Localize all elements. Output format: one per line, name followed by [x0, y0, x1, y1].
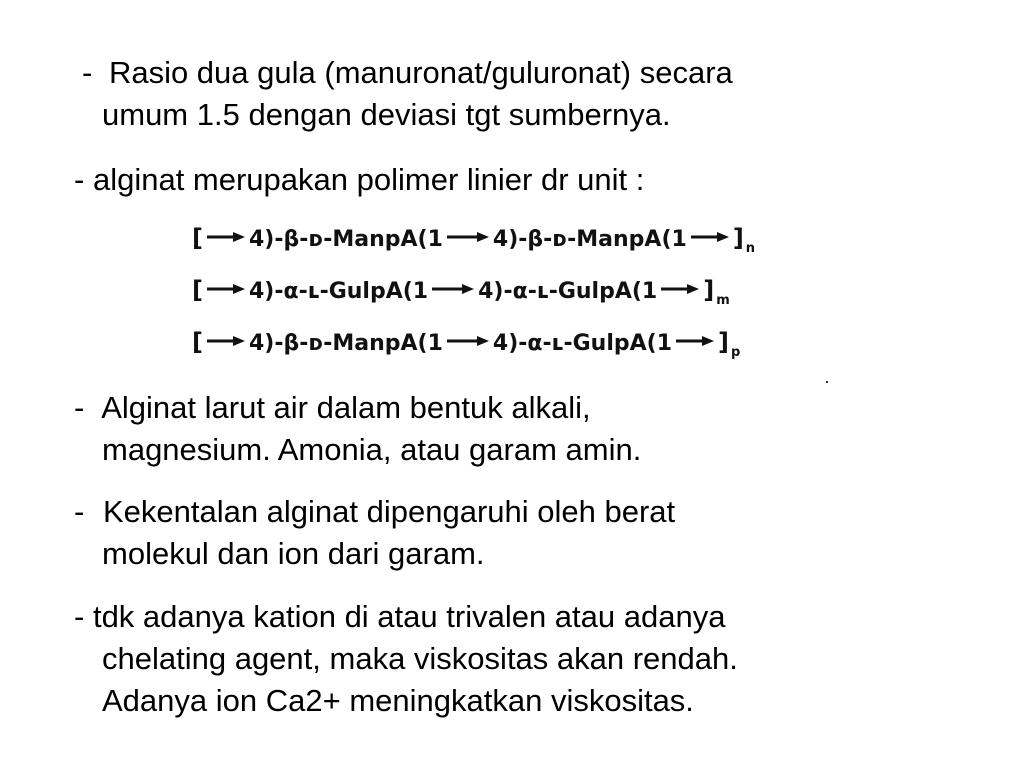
open-bracket: [ [192, 276, 203, 304]
open-bracket: [ [192, 224, 203, 252]
arrow-icon [445, 335, 491, 347]
bullet-dash: - [74, 494, 85, 529]
bullet-line: Kekentalan alginat dipengaruhi oleh berat [94, 494, 676, 529]
formula-unit: 4)-β-ᴅ-ManpA(1 [492, 227, 687, 252]
bullet-line: Rasio dua gula (manuronat/guluronat) secara [100, 55, 733, 90]
subscript: m [716, 293, 730, 308]
close-bracket: ] [703, 276, 715, 304]
bullet-cations [74, 596, 954, 722]
bullet-line: Alginat larut air dalam bentuk alkali, [94, 390, 591, 425]
bullet-ratio [74, 52, 954, 136]
stray-dot [826, 381, 828, 383]
formula-guluronate [192, 276, 730, 306]
bullet-dash: - [82, 55, 93, 90]
arrow-icon [205, 283, 247, 295]
formula-unit: 4)-α-ʟ-GulpA(1 [248, 279, 429, 304]
bullet-line: molekul dan ion dari garam. [102, 536, 485, 571]
arrow-icon [445, 231, 491, 243]
bullet-line: umum 1.5 dengan deviasi tgt sumbernya. [102, 97, 671, 132]
bullet-line: chelating agent, maka viskositas akan rendah. [102, 641, 738, 676]
formula-mixed [192, 328, 740, 358]
subscript: n [745, 241, 756, 256]
formula-unit: 4)-β-ᴅ-ManpA(1 [248, 331, 443, 356]
bullet-line: tdk adanya kation di atau trivalen atau adanya [92, 599, 726, 634]
arrow-icon [205, 335, 247, 347]
bullet-dash: - [74, 599, 85, 634]
subscript: p [731, 345, 741, 360]
bullet-line: Adanya ion Ca2+ meningkatkan viskositas. [102, 683, 694, 718]
formula-unit: 4)-β-ᴅ-ManpA(1 [248, 227, 443, 252]
open-bracket: [ [192, 328, 203, 356]
bullet-alginate-polymer [74, 159, 954, 201]
formula-unit: 4)-α-ʟ-GulpA(1 [478, 279, 658, 304]
formula-unit: 4)-α-ʟ-GulpA(1 [492, 331, 673, 356]
bullet-line: magnesium. Amonia, atau garam amin. [102, 432, 642, 467]
arrow-icon [689, 231, 731, 243]
bullet-solubility [74, 387, 954, 471]
formula-mannuronate [192, 224, 755, 254]
arrow-icon [659, 283, 701, 295]
bullet-viscosity-factors [74, 491, 954, 575]
bullet-dash: - [74, 162, 85, 197]
close-bracket: ] [732, 224, 744, 252]
close-bracket: ] [718, 328, 729, 356]
arrow-icon [430, 283, 476, 295]
bullet-dash: - [74, 390, 85, 425]
arrow-icon [674, 335, 716, 347]
bullet-line: alginat merupakan polimer linier dr unit : [92, 162, 645, 197]
arrow-icon [205, 231, 247, 243]
